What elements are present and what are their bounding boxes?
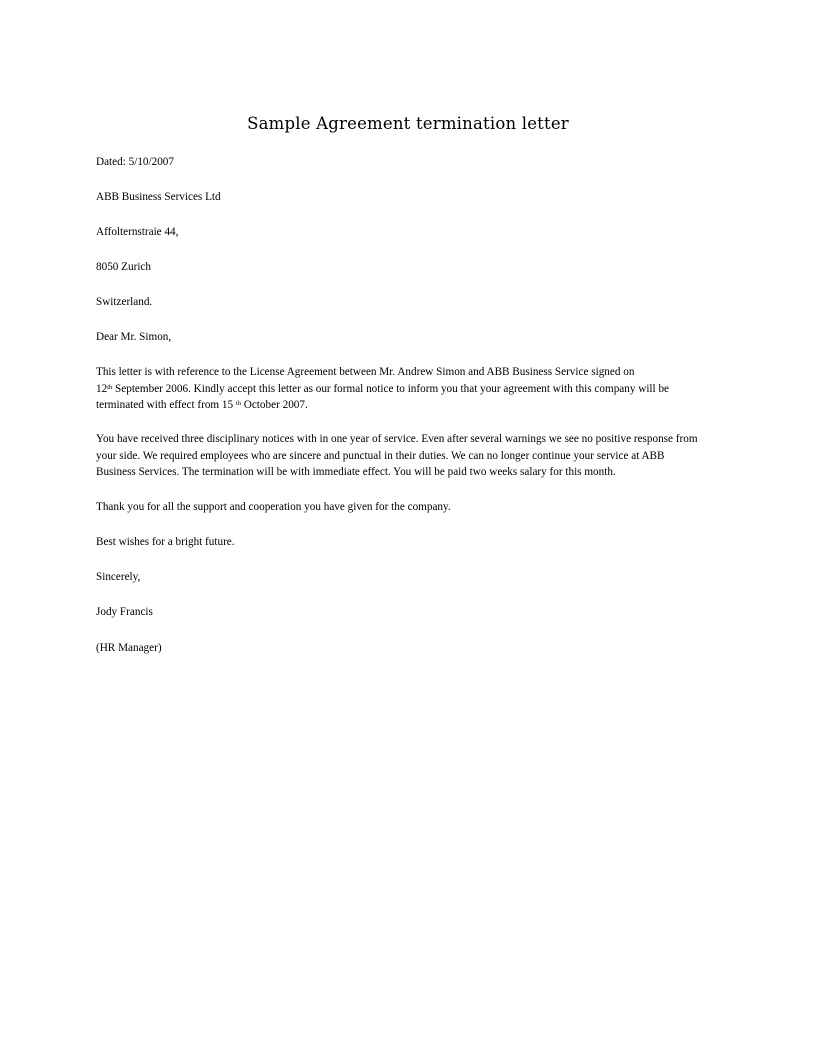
paragraph-notices-line-2: your side. We required employees who are sincere and punctual in their duties. We can no longer continue your service at ABB	[96, 449, 665, 462]
thanks-line: Thank you for all the support and cooperation you have given for the company.	[96, 501, 451, 513]
paragraph-reference-line-2	[96, 381, 726, 398]
recipient-city: 8050 Zurich	[96, 261, 151, 273]
letter-date: Dated: 5/10/2007	[96, 156, 174, 168]
paragraph-notices	[96, 431, 726, 481]
letter-title: Sample Agreement termination letter	[247, 114, 569, 133]
recipient-street: Affolternstraie 44,	[96, 226, 179, 238]
agreement-day: 12	[96, 382, 108, 395]
paragraph-notices-line-1: You have received three disciplinary notices with in one year of service. Even after several warnings we see no positive response from	[96, 433, 698, 445]
closing-line: Sincerely,	[96, 571, 141, 583]
recipient-company: ABB Business Services Ltd	[96, 191, 221, 203]
paragraph-reference-line-1: This letter is with reference to the License Agreement between Mr. Andrew Simon and ABB Business Service signed on	[96, 366, 635, 378]
salutation: Dear Mr. Simon,	[96, 331, 172, 343]
signatory-title: (HR Manager)	[96, 642, 162, 654]
termination-date-text: terminated with effect from 15	[96, 399, 236, 412]
ordinal-suffix: th	[235, 400, 241, 408]
paragraph-reference-line-2-text: September 2006. Kindly accept this letter as our formal notice to inform you that your agreement with this company will be	[112, 382, 669, 395]
recipient-country: Switzerland.	[96, 296, 153, 308]
paragraph-reference-line-3	[96, 397, 726, 414]
wishes-line: Best wishes for a bright future.	[96, 536, 235, 548]
paragraph-reference	[96, 364, 726, 414]
ordinal-suffix: th	[107, 383, 113, 391]
termination-date-end: October 2007.	[240, 399, 308, 412]
paragraph-notices-line-3: Business Services. The termination will be with immediate effect. You will be paid two weeks salary for this month.	[96, 466, 616, 479]
signatory-name: Jody Francis	[96, 606, 153, 618]
